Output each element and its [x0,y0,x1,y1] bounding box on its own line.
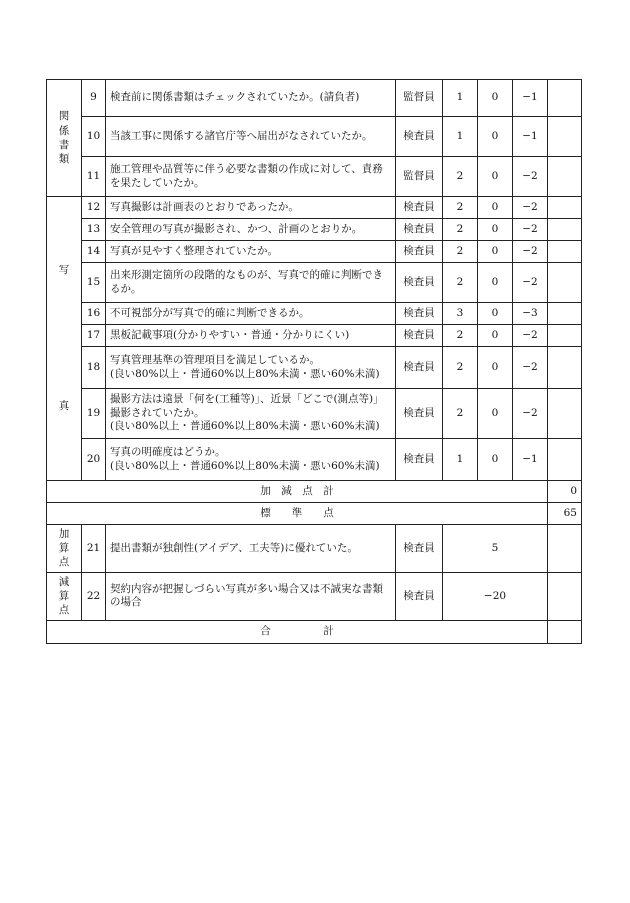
row-number: 9 [82,80,106,117]
subtotal-row [47,481,582,503]
table-row [47,347,582,389]
result-cell [548,347,582,389]
total-row [47,620,582,643]
table-row [47,80,582,117]
item-text: 写真撮影は計画表のとおりであったか。 [106,197,396,219]
standard-label: 標 準 点 [47,503,548,525]
result-cell [548,439,582,481]
score-normal: 0 [478,117,513,157]
row-number: 20 [82,439,106,481]
bonus-value: 5 [443,525,548,573]
deduction-row [47,572,582,620]
role-cell: 検査員 [396,241,443,263]
item-text: 契約内容が把握しづらい写真が多い場合又は不誠実な書類の場合 [106,572,396,620]
table-row [47,117,582,157]
item-text: 撮影方法は遠景「何を(工種等)」、近景「どこで(測点等)」撮影されていたか。 (良い80%以上・普通60%以上80%未満・悪い60%未満) [106,389,396,439]
standard-value: 65 [548,503,582,525]
result-cell [548,241,582,263]
role-cell: 検査員 [396,525,443,573]
score-bad: −2 [513,219,548,241]
table-row [47,157,582,197]
item-text: 黒板記載事項(分かりやすい・普通・分かりにくい) [106,325,396,347]
score-normal: 0 [478,263,513,303]
item-text: 安全管理の写真が撮影され、かつ、計画のとおりか。 [106,219,396,241]
result-cell [548,157,582,197]
table-row [47,439,582,481]
item-text: 出来形測定箇所の段階的なものが、写真で的確に判断できるか。 [106,263,396,303]
role-cell: 監督員 [396,80,443,117]
total-value [548,620,582,643]
category-bonus: 加算点 [47,525,82,573]
deduction-value: −20 [443,572,548,620]
role-cell: 監督員 [396,157,443,197]
item-text: 写真管理基準の管理項目を満足しているか。 (良い80%以上・普通60%以上80%未満・悪い60%未満) [106,347,396,389]
row-number: 21 [82,525,106,573]
evaluation-table [46,79,582,644]
score-good: 2 [443,219,478,241]
score-bad: −2 [513,389,548,439]
result-cell [548,80,582,117]
role-cell: 検査員 [396,572,443,620]
score-normal: 0 [478,389,513,439]
score-normal: 0 [478,347,513,389]
score-bad: −2 [513,347,548,389]
score-bad: −2 [513,325,548,347]
subtotal-label: 加 減 点 計 [47,481,548,503]
score-good: 2 [443,347,478,389]
score-good: 2 [443,263,478,303]
subtotal-value: 0 [548,481,582,503]
score-bad: −1 [513,80,548,117]
score-good: 2 [443,197,478,219]
score-bad: −2 [513,157,548,197]
row-number: 10 [82,117,106,157]
table-row [47,197,582,219]
total-label: 合 計 [47,620,548,643]
score-bad: −3 [513,303,548,325]
row-number: 15 [82,263,106,303]
score-good: 3 [443,303,478,325]
row-number: 14 [82,241,106,263]
row-number: 18 [82,347,106,389]
role-cell: 検査員 [396,197,443,219]
item-text: 提出書類が独創性(アイデア、工夫等)に優れていた。 [106,525,396,573]
role-cell: 検査員 [396,389,443,439]
table-row [47,303,582,325]
row-number: 22 [82,572,106,620]
table-row [47,241,582,263]
category-photos [47,197,82,481]
role-cell: 検査員 [396,263,443,303]
result-cell [548,525,582,573]
row-number: 19 [82,389,106,439]
item-text: 当該工事に関係する諸官庁等へ届出がなされていたか。 [106,117,396,157]
standard-row [47,503,582,525]
score-good: 1 [443,80,478,117]
score-good: 2 [443,157,478,197]
score-good: 2 [443,325,478,347]
result-cell [548,303,582,325]
score-bad: −1 [513,439,548,481]
score-normal: 0 [478,219,513,241]
result-cell [548,117,582,157]
role-cell: 検査員 [396,303,443,325]
score-good: 2 [443,241,478,263]
role-cell: 検査員 [396,439,443,481]
score-bad: −1 [513,117,548,157]
score-bad: −2 [513,263,548,303]
score-bad: −2 [513,241,548,263]
score-normal: 0 [478,241,513,263]
category-photos-top: 写 [58,263,70,276]
bonus-row [47,525,582,573]
table-row [47,389,582,439]
result-cell [548,389,582,439]
score-bad: −2 [513,197,548,219]
result-cell [548,263,582,303]
table-row [47,325,582,347]
category-documents: 関係書類 [47,80,82,197]
score-good: 2 [443,389,478,439]
row-number: 13 [82,219,106,241]
row-number: 11 [82,157,106,197]
item-text: 施工管理や品質等に伴う必要な書類の作成に対して、責務を果たしていたか。 [106,157,396,197]
table-row [47,263,582,303]
score-normal: 0 [478,325,513,347]
score-normal: 0 [478,197,513,219]
result-cell [548,572,582,620]
table-row [47,219,582,241]
role-cell: 検査員 [396,117,443,157]
row-number: 12 [82,197,106,219]
row-number: 16 [82,303,106,325]
score-good: 1 [443,117,478,157]
item-text: 不可視部分が写真で的確に判断できるか。 [106,303,396,325]
result-cell [548,197,582,219]
score-good: 1 [443,439,478,481]
score-normal: 0 [478,80,513,117]
result-cell [548,219,582,241]
score-normal: 0 [478,303,513,325]
role-cell: 検査員 [396,347,443,389]
category-photos-bottom: 真 [58,399,70,412]
row-number: 17 [82,325,106,347]
item-text: 写真が見やすく整理されていたか。 [106,241,396,263]
score-normal: 0 [478,157,513,197]
item-text: 検査前に関係書類はチェックされていたか。(請負者) [106,80,396,117]
result-cell [548,325,582,347]
item-text: 写真の明確度はどうか。 (良い80%以上・普通60%以上80%未満・悪い60%未満) [106,439,396,481]
score-normal: 0 [478,439,513,481]
category-deduction: 減算点 [47,572,82,620]
role-cell: 検査員 [396,325,443,347]
role-cell: 検査員 [396,219,443,241]
